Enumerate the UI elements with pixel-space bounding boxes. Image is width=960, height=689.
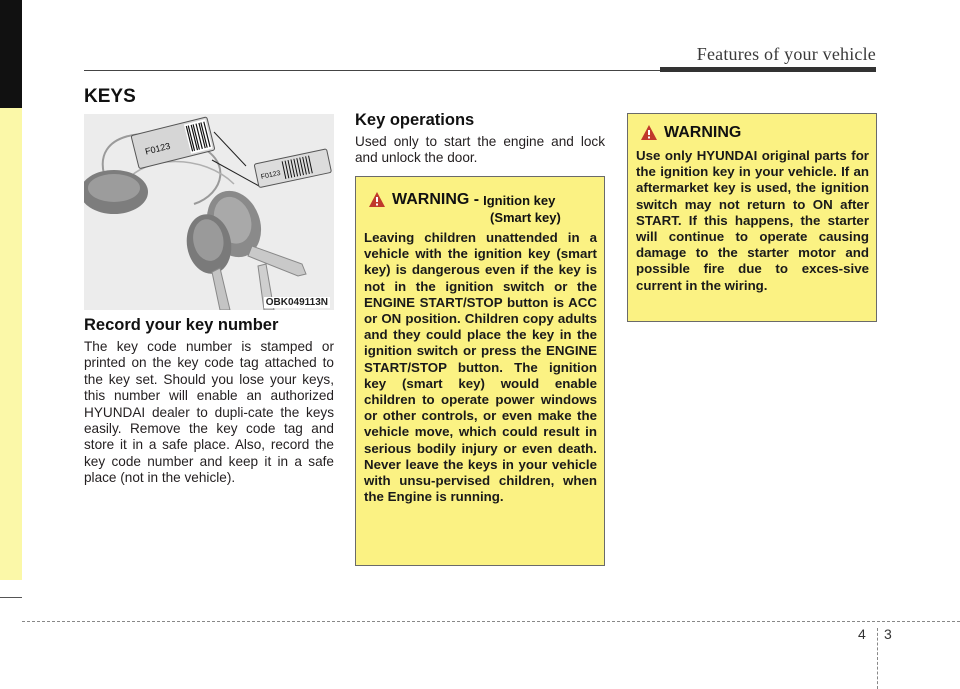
footer-rule: [22, 621, 960, 622]
ignition-key-warning-box: [355, 176, 605, 566]
key-operations-body: Used only to start the engine and lock and unlock the door.: [355, 134, 605, 166]
ignition-warning-subtitle-2: (Smart key): [490, 210, 561, 225]
parts-warning-header: [640, 124, 741, 142]
photo-reference-code: OBK049113N: [265, 297, 328, 308]
ignition-warning-header: [368, 191, 555, 209]
ignition-warning-subtitle: Ignition key: [483, 193, 556, 208]
warning-triangle-icon: [368, 191, 386, 208]
key-set-illustration: [84, 114, 334, 310]
chapter-number: 4: [858, 626, 866, 642]
tag-code-large: F0123: [144, 140, 172, 157]
header-rule-accent: [660, 67, 876, 72]
page-number: 3: [884, 626, 892, 642]
record-key-heading: Record your key number: [84, 316, 279, 334]
tag-code-small: F0123: [260, 169, 282, 181]
parts-warning-title: WARNING: [664, 124, 742, 141]
footer-divider: [877, 628, 878, 689]
parts-warning-text: Use only HYUNDAI original parts for the ignition key in your vehicle. If an aftermarket key is used, the ignition switch may not return to ON after START. If this happens, the starter will continue to operate causing damage to the starter motor and possible fire due to exces-sive current in the wiring.: [636, 148, 869, 293]
side-tab-marker: [0, 0, 22, 108]
side-divider: [0, 597, 22, 598]
record-key-body: The key code number is stamped or printed on the key code tag attached to the key set. Should you lose your keys, this number will enable an authorized HYUNDAI dealer to dupli-cate the keys easily. Remove the key code tag and store it in a safe place. Also, record the key code number and keep it in a safe place (not in the vehicle).: [84, 339, 334, 486]
section-title: KEYS: [84, 86, 136, 107]
ignition-warning-text: Leaving children unattended in a vehicle with the ignition key (smart key) is dangerous even if the key is not in the ignition switch or the ENGINE START/STOP button is ACC or ON position. Children copy adults and they could place the key in the ignition switch or press the ENGINE START/STOP button. The ignition key (smart key) would enable children to operate power windows or other controls, or even make the vehicle move, which could result in serious bodily injury or even death. Never leave the keys in your vehicle with unsu-pervised children, when the Engine is running.: [364, 230, 597, 505]
parts-warning-box: [627, 113, 877, 322]
warning-triangle-icon: [640, 124, 658, 141]
header-title: Features of your vehicle: [696, 44, 876, 64]
ignition-warning-title: WARNING -: [392, 191, 480, 208]
key-operations-heading: Key operations: [355, 111, 475, 129]
key-photo: [84, 114, 334, 310]
